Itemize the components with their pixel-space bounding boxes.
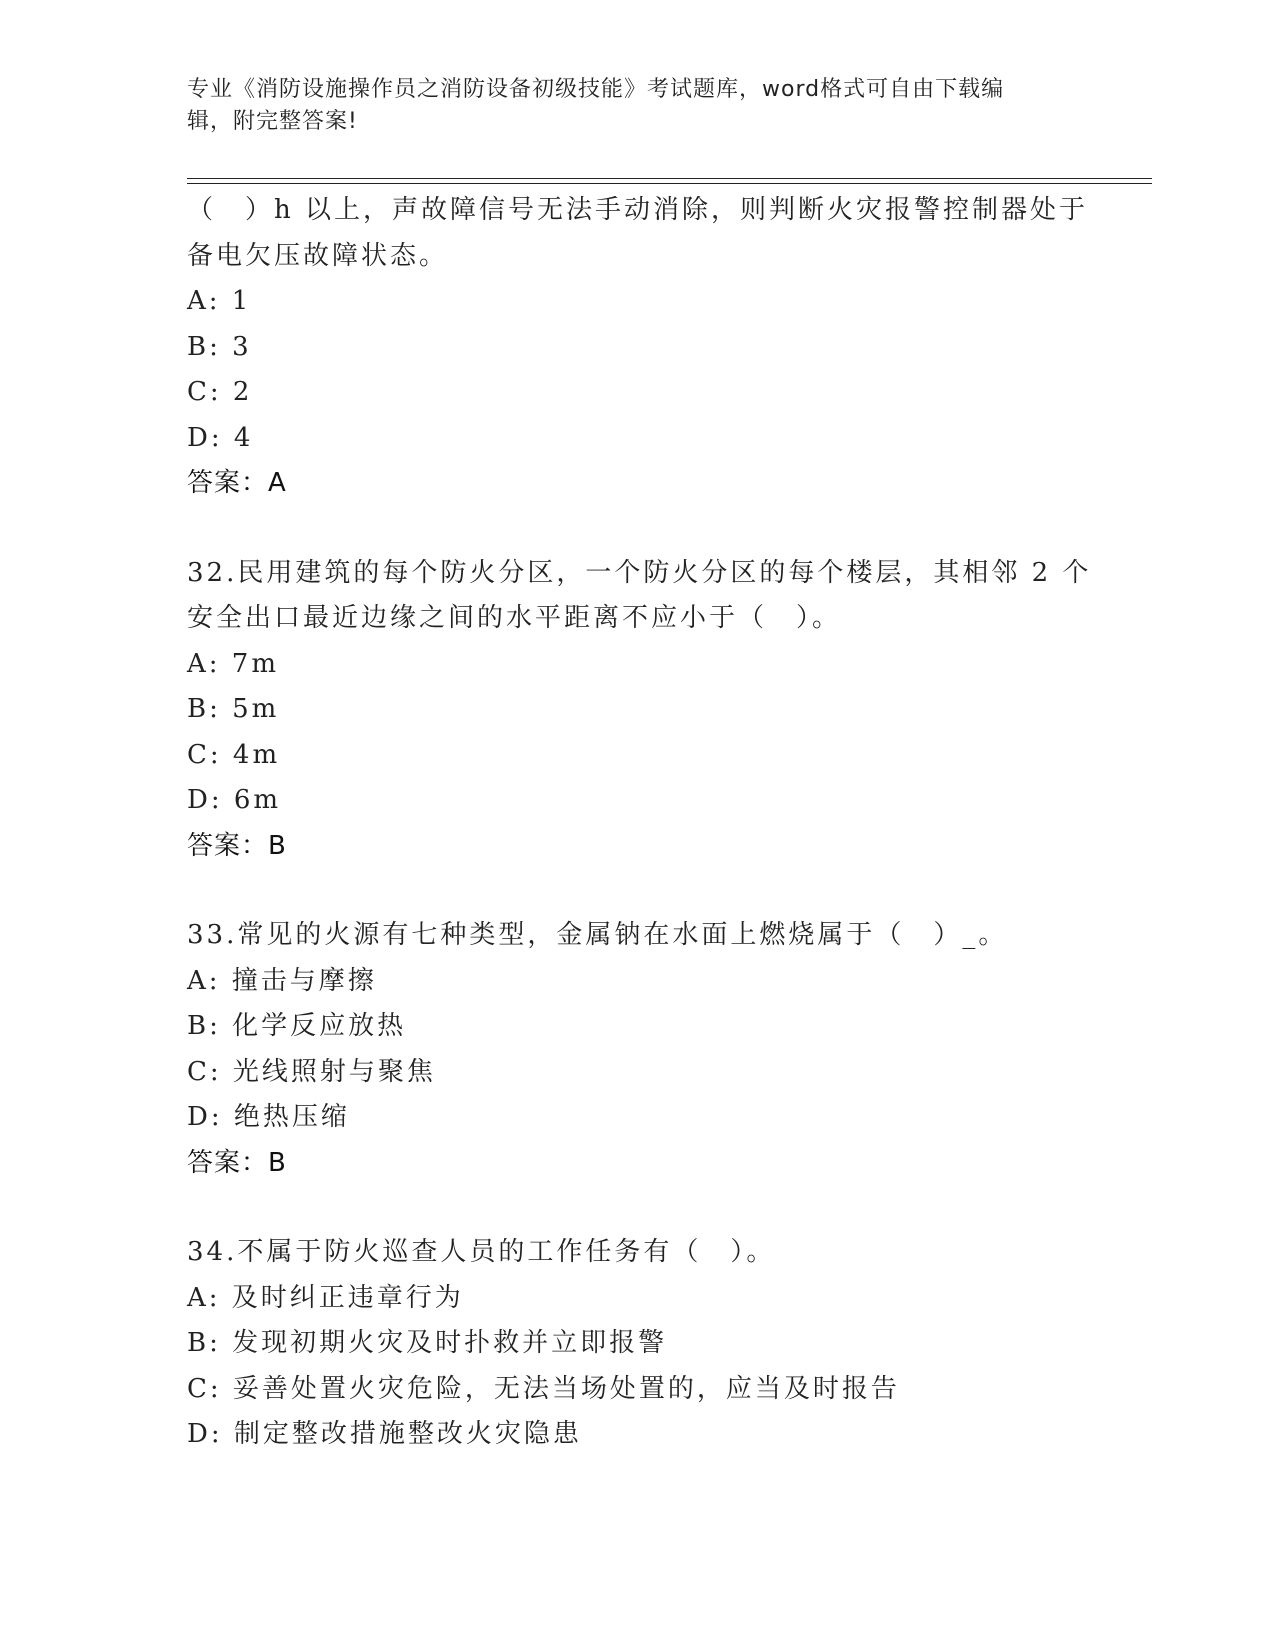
answer-label: 答案：A [187,468,287,498]
question-stem: 备电欠压故障状态。 [187,240,449,271]
option-b: B: 3 [187,331,252,362]
option-c: C: 2 [187,377,253,407]
option-d: D: 6m [187,785,282,815]
question-33 [187,913,1147,1186]
question-31 [187,188,1147,507]
question-stem: 32.民用建筑的每个防火分区，一个防火分区的每个楼层，其相邻 2 个 [187,557,1092,588]
question-stem: 33.常见的火源有七种类型，金属钠在水面上燃烧属于（ ）_。 [187,920,1008,950]
option-c: C: 妥善处置火灾危险，无法当场处置的，应当及时报告 [187,1373,900,1404]
option-a: A: 及时纠正违章行为 [187,1282,464,1313]
header-divider-top [187,178,1152,179]
header-divider-bottom [187,183,1152,184]
question-stem: 34.不属于防火巡查人员的工作任务有（ ）。 [187,1237,776,1267]
option-c: C: 光线照射与聚焦 [187,1056,436,1087]
document-header [187,74,1067,138]
option-c: C: 4m [187,739,281,770]
option-b: B: 5m [187,694,280,724]
question-stem: （ ）h 以上，声故障信号无法手动消除，则判断火灾报警控制器处于 [187,195,1089,225]
spacer [187,869,1147,913]
option-b: B: 化学反应放热 [187,1011,407,1041]
option-d: D: 制定整改措施整改火灾隐患 [187,1419,582,1449]
question-34 [187,1230,1147,1458]
option-b: B: 发现初期火灾及时扑救并立即报警 [187,1328,668,1358]
spacer [187,507,1147,551]
header-line-2: 辑，附完整答案! [187,109,358,134]
question-stem: 安全出口最近边缘之间的水平距离不应小于（ ）。 [187,603,842,633]
header-line-1: 专业《消防设施操作员之消防设备初级技能》考试题库，word格式可自由下载编 [187,77,1005,102]
answer-label: 答案：B [187,830,287,861]
spacer [187,1186,1147,1230]
option-a: A: 7m [187,648,279,679]
option-a: A: 1 [187,286,252,316]
answer-label: 答案：B [187,1147,287,1178]
option-d: D: 4 [187,422,254,453]
option-d: D: 绝热压缩 [187,1102,350,1132]
question-list [187,188,1147,1458]
option-a: A: 撞击与摩擦 [187,965,377,996]
question-32 [187,551,1147,870]
